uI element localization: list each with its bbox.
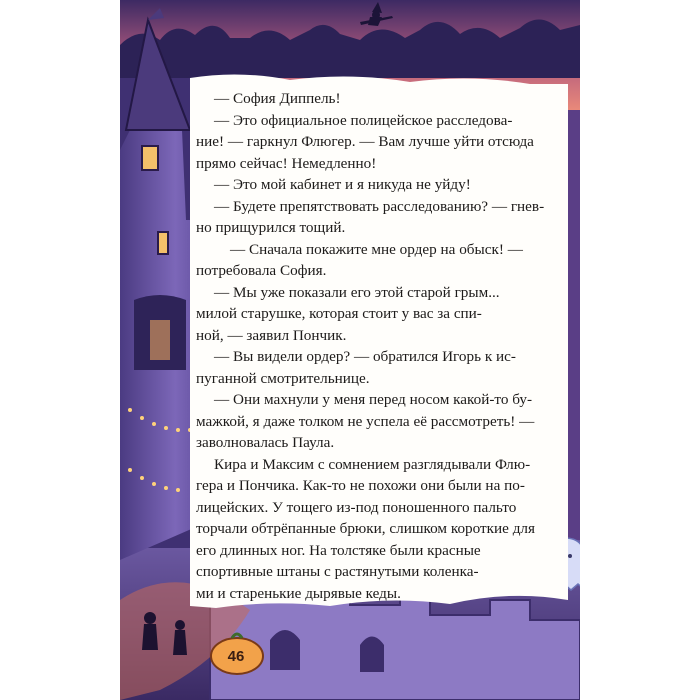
text-line: пуганной смотрительнице. — [196, 369, 370, 387]
tower-window — [142, 146, 158, 170]
text-line: — Сначала покажите мне ордер на обыск! — — [230, 240, 523, 258]
ruin-arch — [270, 630, 300, 670]
text-line: но прищурился тощий. — [196, 219, 346, 236]
text-line: — Это мой кабинет и я никуда не уйду! — [214, 176, 471, 193]
ruin-arch — [360, 637, 384, 673]
text-line: спортивные штаны с растянутыми коленка- — [196, 563, 479, 580]
text-line: — София Диппель! — [214, 90, 341, 107]
text-line: потребовала София. — [196, 262, 327, 279]
text-line: ние! — гаркнул Флюгер. — Вам лучше уйти отсюда — [196, 133, 534, 150]
text-line: Кира и Максим с сомнением разглядывали Флю- — [214, 455, 531, 473]
text-line: лицейских. У тощего из-под поношенного пальто — [196, 498, 517, 516]
page-number: 46 — [227, 647, 245, 665]
text-line: ной, — заявил Пончик. — [196, 326, 347, 344]
text-line: мажкой, я даже толком не успела её рассмотреть! — — [196, 412, 535, 430]
text-line: заволновалась Паула. — [196, 434, 335, 451]
text-line: — Будете препятствовать расследованию? — гнев- — [214, 197, 545, 215]
text-line: торчали обтрёпанные брюки, слишком короткие для — [196, 520, 535, 537]
doorway-glow — [150, 320, 170, 360]
story-text — [196, 88, 572, 604]
text-line: прямо сейчас! Немедленно! — [196, 154, 377, 172]
text-line: — Они махнули у меня перед носом какой-то бу- — [214, 391, 533, 408]
tower-window — [158, 232, 168, 254]
text-line: — Это официальное полицейское расследова- — [214, 111, 513, 129]
text-line: его длинных ног. На толстяке были красные — [196, 541, 481, 559]
text-line: — Мы уже показали его этой старой грым... — [214, 283, 500, 301]
text-line: гера и Пончика. Как-то не похожи они были на по- — [196, 477, 525, 494]
text-line: ми и старенькие дырявые кеды. — [196, 584, 401, 602]
text-line: — Вы видели ордер? — обратился Игорь к ис- — [214, 348, 516, 365]
text-line: милой старушке, которая стоит у вас за спи- — [196, 305, 482, 322]
